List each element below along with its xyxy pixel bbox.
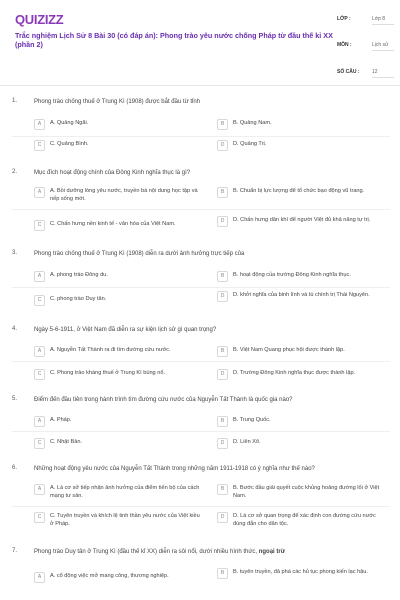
quizizz-logo[interactable]: QUIZIZZ: [15, 12, 64, 27]
option-letter: B: [217, 271, 228, 282]
option-text: D. Chấn hưng dân khí để người Việt đủ khả năng tự trị.: [233, 217, 371, 223]
option-letter: C: [34, 512, 45, 523]
option-separator: [12, 136, 390, 137]
option-text: B. tuyên truyền, đả phá các hủ tục phong kiến lạc hậu.: [233, 569, 368, 575]
option-letter: C: [34, 438, 45, 449]
option-text: D. Quảng Trị.: [233, 141, 267, 147]
option-text: D. Trường Đông Kinh nghĩa thục được thành lập.: [233, 370, 356, 376]
option-letter: A: [34, 484, 45, 495]
option-text: B. Chuẩn bị lực lượng để tổ chức bạo động vũ trang.: [233, 188, 365, 194]
question-text: Những hoạt động yêu nước của Nguyễn Tất Thành trong những năm 1911-1918 có ý nghĩa như thế nào?: [34, 466, 315, 472]
option-text: C. Tuyên truyền và khích lệ tinh thần yêu nước của Việt kiều ở Pháp.: [50, 513, 200, 527]
option-letter: B: [217, 119, 228, 130]
option-letter: A: [34, 346, 45, 357]
header-divider: [0, 85, 400, 86]
option-text: A. phong trào Đông du.: [50, 272, 108, 278]
option-text: B. Bước đầu giải quyết cuộc khủng hoảng đường lối ở Việt Nam.: [233, 485, 380, 499]
option-text: D. Liên Xô.: [233, 439, 261, 445]
option-letter: B: [217, 187, 228, 198]
worksheet-title: Trắc nghiệm Lịch Sử 8 Bài 30 (có đáp án): Phong trào yêu nước chống Pháp từ đầu thế kỉ XX (phần 2): [15, 31, 333, 49]
option-letter: A: [34, 271, 45, 282]
question-number: 6.: [12, 465, 18, 471]
option-text: D. Là cơ sở quan trọng để xác định con đường cứu nước đúng đắn cho dân tộc.: [233, 513, 376, 527]
option-text: A. cổ động việc mở mang công, thương nghiệp.: [50, 573, 169, 579]
question-number: 3.: [12, 250, 18, 256]
option-letter: A: [34, 119, 45, 130]
option-letter: C: [34, 369, 45, 380]
question-text: Điểm đến đầu tiên trong hành trình tìm đường cứu nước của Nguyễn Tất Thành là quốc gia nào?: [34, 397, 293, 403]
option-separator: [12, 287, 390, 288]
question-text: Mục đích hoạt động chính của Đông Kinh nghĩa thục là gì?: [34, 170, 191, 176]
option-letter: D: [217, 291, 228, 302]
option-letter: B: [217, 416, 228, 427]
option-text: B. Việt Nam Quang phục hội được thành lập.: [233, 347, 345, 353]
option-text: B. Quảng Nam.: [233, 120, 272, 126]
option-text: C. Nhật Bản.: [50, 439, 83, 445]
option-text: A. Nguyễn Tất Thành ra đi tìm đường cứu nước.: [50, 347, 171, 353]
option-text: C. Quảng Bình.: [50, 141, 89, 147]
option-letter: B: [217, 568, 228, 579]
question-text-emphasis: ngoại trừ: [258, 549, 286, 555]
meta-key: MÔN :: [337, 42, 352, 48]
option-text: B. hoạt động của trường Đông Kinh nghĩa thục.: [233, 272, 351, 278]
option-letter: C: [34, 140, 45, 151]
meta-value: Lịch sử: [372, 42, 394, 51]
option-letter: C: [34, 220, 45, 231]
option-letter: D: [217, 369, 228, 380]
option-text: C. Chấn hưng nền kinh tế - văn hóa của Việt Nam.: [50, 221, 176, 227]
option-text: A. Pháp.: [50, 417, 72, 423]
option-letter: A: [34, 187, 45, 198]
option-separator: [12, 506, 390, 507]
option-text: A. Là cơ sở tiếp nhận ảnh hưởng của điểm tiến bộ của cách mạng tư sản.: [50, 485, 200, 499]
option-text: D. khởi nghĩa của binh lính và tù chính trị Thái Nguyên.: [233, 292, 370, 298]
option-letter: D: [217, 438, 228, 449]
question-text: [34, 548, 384, 556]
option-letter: D: [217, 140, 228, 151]
option-letter: C: [34, 295, 45, 306]
option-letter: D: [217, 512, 228, 523]
question-text: Phong trào chống thuế ở Trung Kì (1908) diễn ra dưới ảnh hưởng trực tiếp của: [34, 251, 245, 257]
question-number: 7.: [12, 548, 18, 554]
option-text: C. Phong trào kháng thuế ở Trung Kì bùng nổ.: [50, 370, 165, 376]
option-text: C. phong trào Duy tân.: [50, 296, 107, 302]
worksheet-header: [15, 12, 387, 80]
option-letter: D: [217, 216, 228, 227]
meta-key: SỐ CÂU :: [337, 69, 360, 75]
question-number: 2.: [12, 169, 18, 175]
option-separator: [12, 209, 390, 210]
option-text: A. Bồi dưỡng lòng yêu nước, truyền bá nội dung học tập và nếp sống mới.: [50, 188, 198, 202]
option-text: A. Quảng Ngãi.: [50, 120, 89, 126]
question-number: 4.: [12, 326, 18, 332]
option-separator: [12, 361, 390, 362]
option-letter: B: [217, 346, 228, 357]
question-text: Ngày 5-6-1911, ở Việt Nam đã diễn ra sự kiện lịch sử gì quan trọng?: [34, 327, 217, 333]
meta-value: 12: [372, 69, 394, 78]
meta-key: LỚP :: [337, 16, 351, 22]
meta-value: Lớp 8: [372, 16, 394, 25]
question-number: 5.: [12, 396, 18, 402]
question-number: 1.: [12, 98, 18, 104]
option-separator: [12, 431, 390, 432]
option-letter: A: [34, 572, 45, 583]
question-text: Phong trào chống thuế ở Trung Kì (1908) được bắt đầu từ tỉnh: [34, 99, 201, 105]
option-letter: A: [34, 416, 45, 427]
option-text: B. Trung Quốc.: [233, 417, 271, 423]
option-letter: B: [217, 484, 228, 495]
question-text-main: Phong trào Duy tân ở Trung Kì (đầu thế kỉ XX) diễn ra sôi nổi, dưới nhiều hình thức,: [34, 549, 258, 555]
